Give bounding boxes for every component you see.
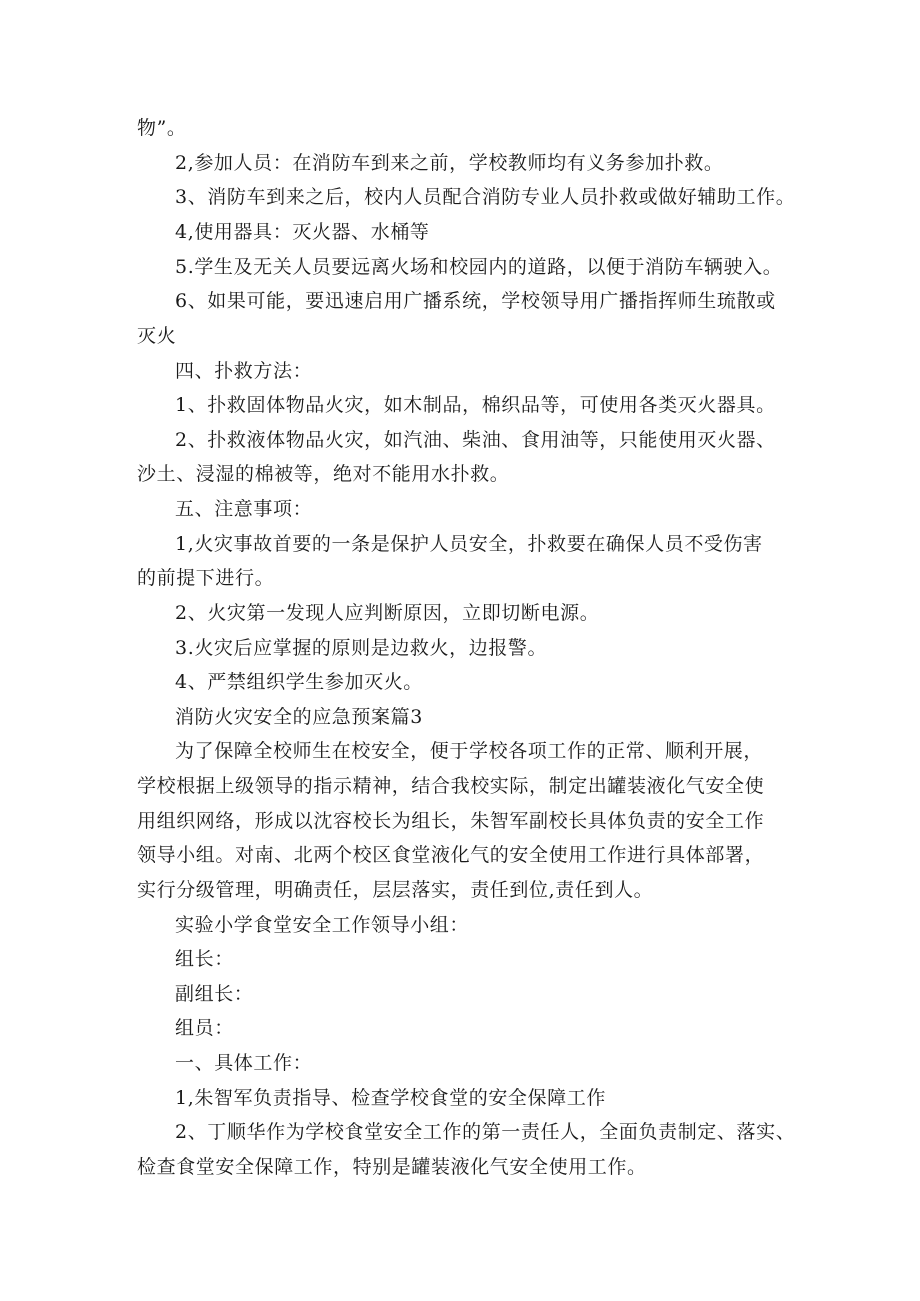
text-line-4: 4,使用器具：灭火器、水桶等 <box>175 221 430 243</box>
text-line-16: 3.火灾后应掌握的原则是边救火，边报警。 <box>175 637 548 659</box>
text-line-7: 灭火 <box>137 325 177 347</box>
text-line-20: 学校根据上级领导的指示精神，结合我校实际，制定出罐装液化气安全使 <box>137 775 765 797</box>
text-line-3: 3、消防车到来之后，校内人员配合消防专业人员扑救或做好辅助工作。 <box>175 186 796 208</box>
text-line-17: 4、严禁组织学生参加灭火。 <box>175 671 423 693</box>
section-heading-rescue-methods: 四、扑救方法： <box>175 360 313 382</box>
text-line-14: 的前提下进行。 <box>137 567 275 589</box>
text-line-6: 6、如果可能，要迅速启用广播系统，学校领导用广播指挥师生琉散或 <box>175 290 776 312</box>
text-line-29: 1,朱智军负责指导、检查学校食堂的安全保障工作 <box>175 1087 606 1109</box>
section-heading-specific-work: 一、具体工作： <box>175 1052 313 1074</box>
text-line-19: 为了保障全校师生在校安全，便于学校各项工作的正常、顺利开展， <box>175 740 764 762</box>
text-line-1: 物”。 <box>137 117 187 139</box>
text-line-11: 沙土、浸湿的棉被等，绝对不能用水扑救。 <box>137 463 510 485</box>
article-title: 消防火灾安全的应急预案篇3 <box>175 706 423 728</box>
text-line-30: 2、丁顺华作为学校食堂安全工作的第一责任人，全面负责制定、落实、 <box>175 1121 796 1143</box>
text-line-22: 领导小组。对南、北两个校区食堂液化气的安全使用工作进行具体部署， <box>137 844 765 866</box>
group-title: 实验小学食堂安全工作领导小组： <box>175 914 470 936</box>
group-leader-label: 组长： <box>175 948 234 970</box>
section-heading-precautions: 五、注意事项： <box>175 498 313 520</box>
text-line-13: 1,火灾事故首要的一条是保护人员安全，扑救要在确保人员不受伤害 <box>175 533 763 555</box>
text-line-21: 用组织网络，形成以沈容校长为组长，朱智军副校长具体负责的安全工作 <box>137 810 765 832</box>
text-line-23: 实行分级管理，明确责任，层层落实，责任到位,责任到人。 <box>137 879 654 901</box>
text-line-10: 2、扑救液体物品火灾，如汽油、柴油、食用油等，只能使用灭火器、 <box>175 429 776 451</box>
text-line-2: 2,参加人员：在消防车到来之前，学校教师均有义务参加扑救。 <box>175 152 724 174</box>
text-line-15: 2、火灾第一发现人应判断原因，立即切断电源。 <box>175 602 600 624</box>
group-deputy-label: 副组长： <box>175 983 254 1005</box>
text-line-31: 检查食堂安全保障工作，特别是罐装液化气安全使用工作。 <box>137 1156 647 1178</box>
text-line-5: 5.学生及无关人员要远离火场和校园内的道路，以便于消防车辆驶入。 <box>175 256 783 278</box>
group-members-label: 组员： <box>175 1017 234 1039</box>
text-line-9: 1、扑救固体物品火灾，如木制品，棉织品等，可使用各类灭火器具。 <box>175 394 776 416</box>
